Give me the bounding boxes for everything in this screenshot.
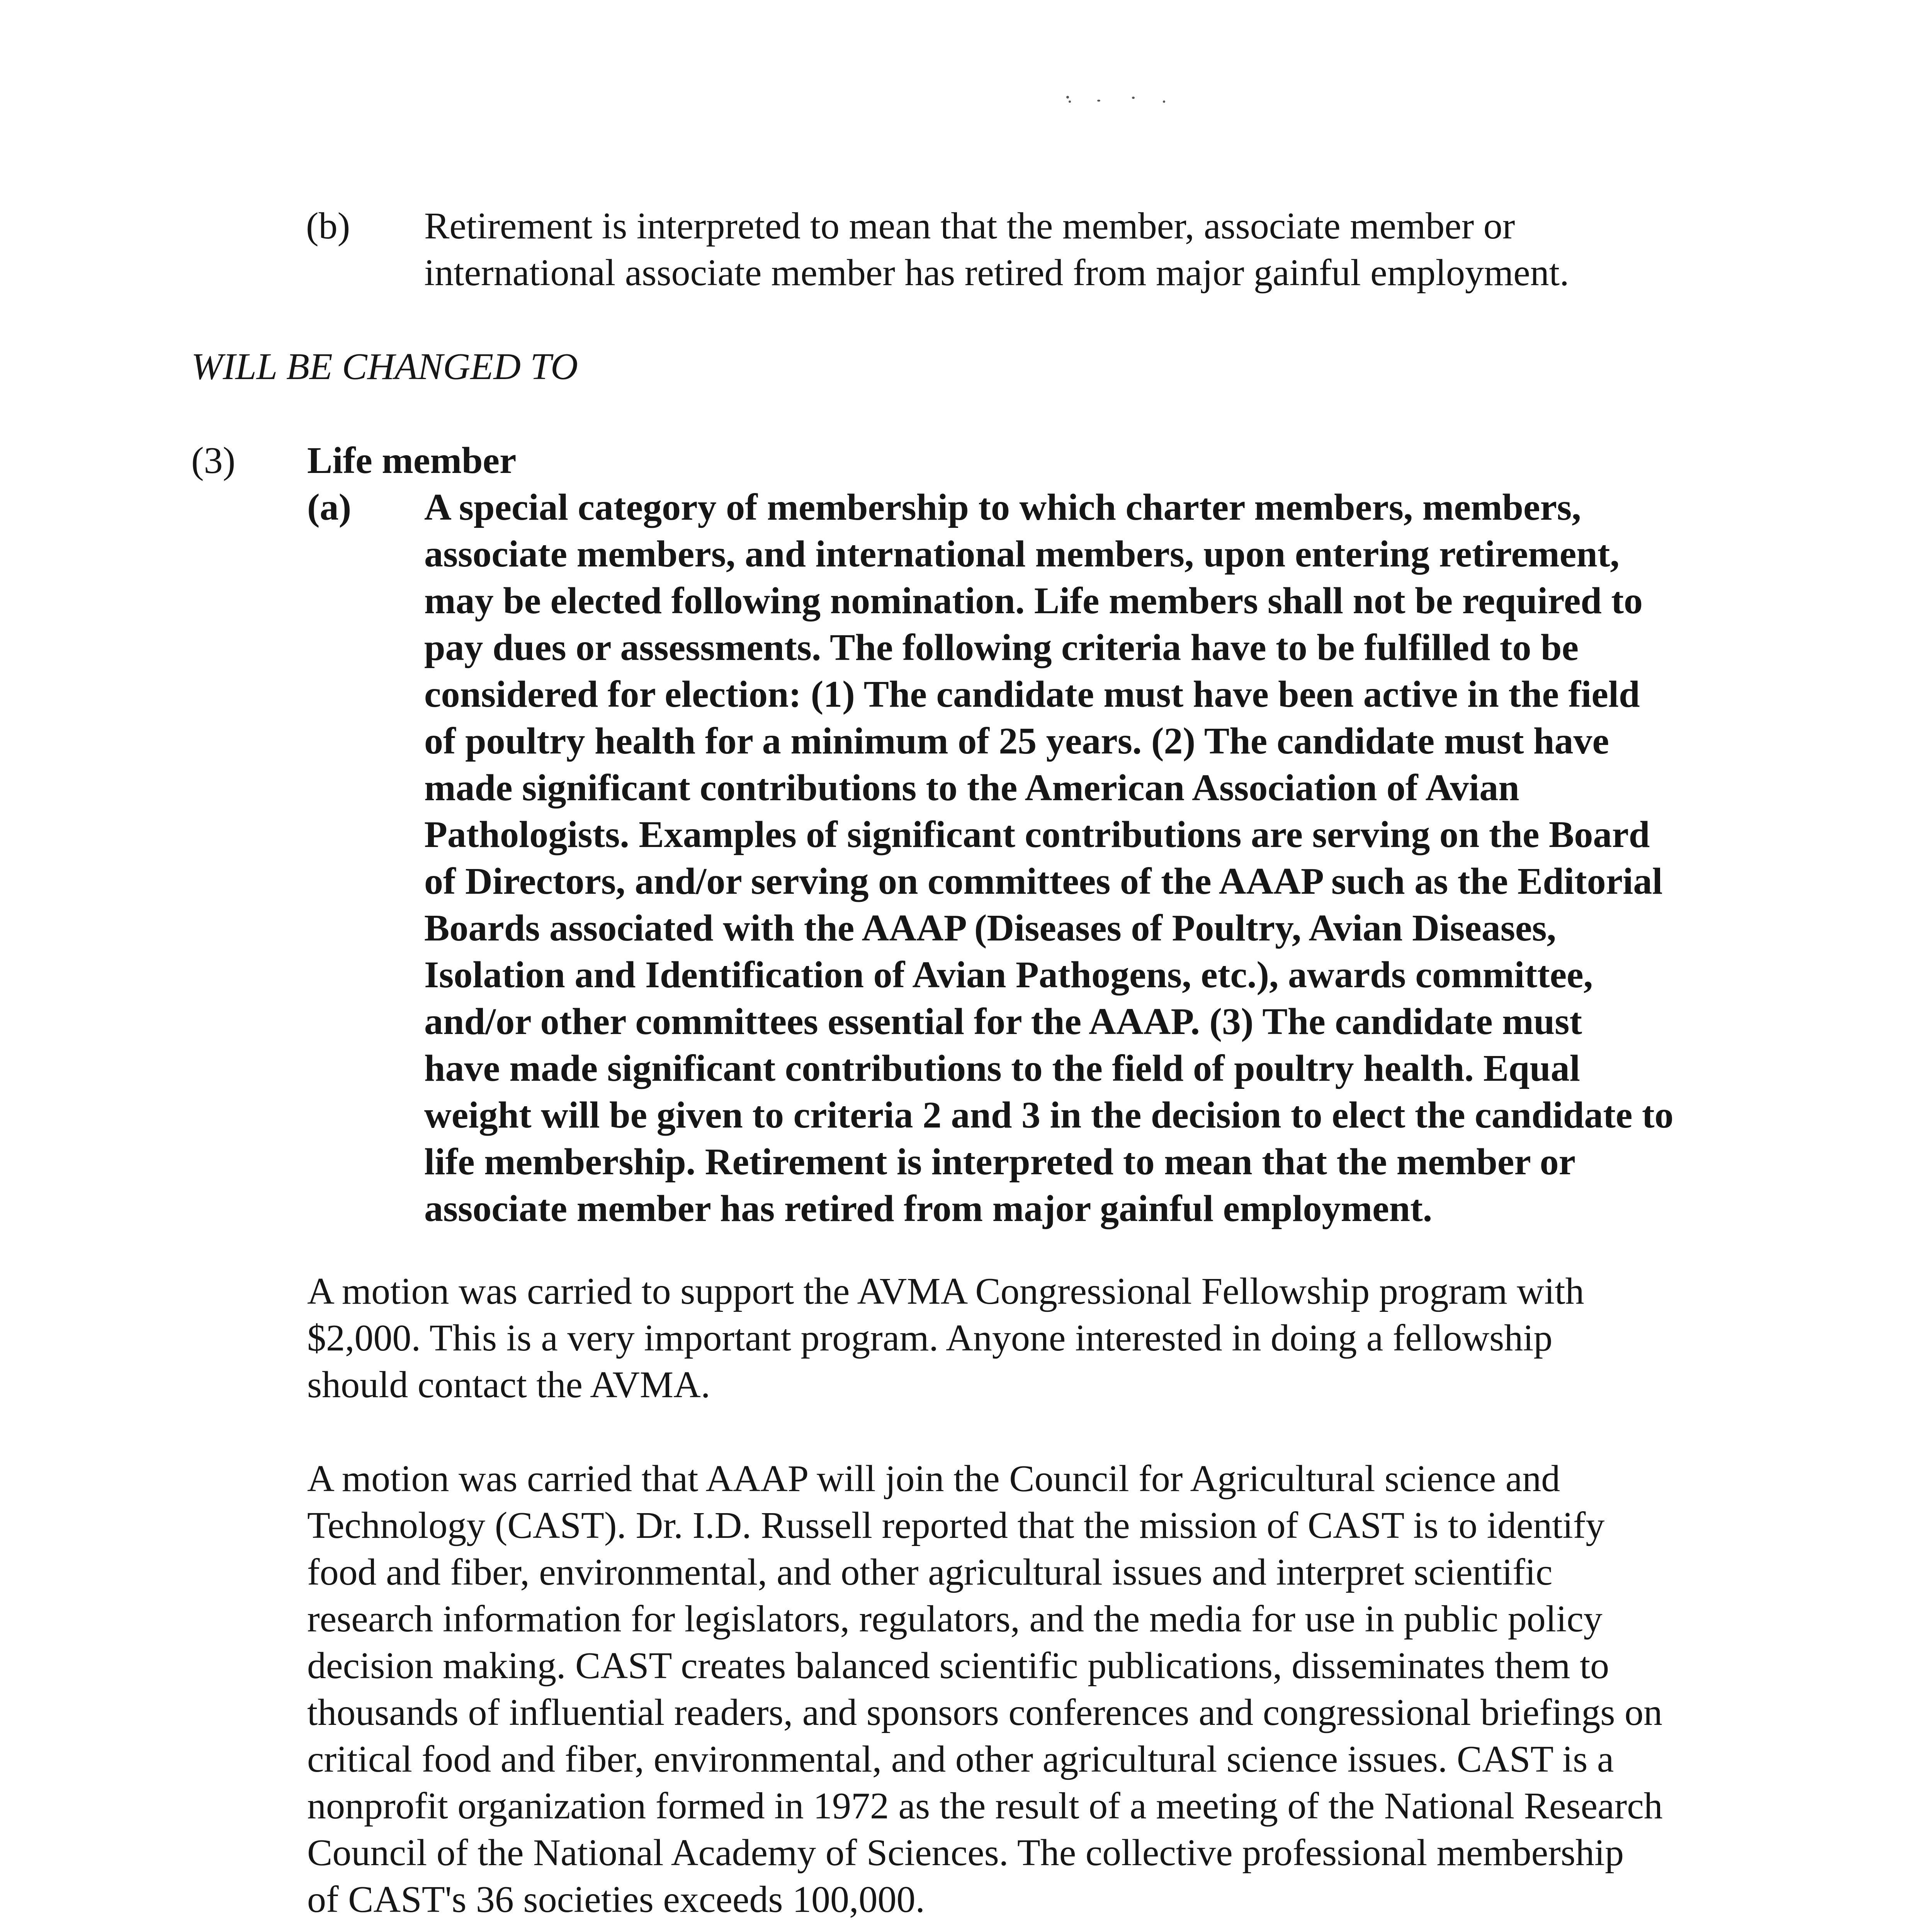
item-a-line: associate member has retired from major gainful employment. — [424, 1188, 1433, 1230]
paragraph-line: critical food and fiber, environmental, and other agricultural science issues. CAST is a — [307, 1738, 1614, 1780]
item-a-line: associate members, and international members, upon entering retirement, — [424, 533, 1620, 575]
section-3-number: (3) — [191, 440, 236, 481]
item-a-line: and/or other committees essential for the AAAP. (3) The candidate must — [424, 1001, 1582, 1043]
item-a-line: Pathologists. Examples of significant contributions are serving on the Board — [424, 814, 1650, 855]
item-b-line: international associate member has retired from major gainful employment. — [424, 252, 1569, 294]
paragraph-line: thousands of influential readers, and sponsors conferences and congressional briefings on — [307, 1692, 1662, 1733]
item-a-line: life membership. Retirement is interpreted to mean that the member or — [424, 1141, 1576, 1183]
change-heading: WILL BE CHANGED TO — [191, 346, 578, 388]
paragraph-avma — [307, 1268, 1584, 1408]
item-a-line: A special category of membership to which charter members, members, — [424, 486, 1581, 528]
item-a-marker: (a) — [307, 486, 352, 528]
item-a-line: may be elected following nomination. Life members shall not be required to — [424, 580, 1643, 622]
paragraph-line: A motion was carried that AAAP will join the Council for Agricultural science and — [307, 1458, 1560, 1500]
item-b-marker: (b) — [306, 205, 350, 247]
paragraph-line: A motion was carried to support the AVMA Congressional Fellowship program with — [307, 1270, 1584, 1312]
item-a-line: Boards associated with the AAAP (Diseases of Poultry, Avian Diseases, — [424, 907, 1556, 949]
paragraph-line: research information for legislators, regulators, and the media for use in public policy — [307, 1598, 1603, 1640]
item-a-line: of Directors, and/or serving on committees of the AAAP such as the Editorial — [424, 861, 1663, 902]
item-b-text — [424, 203, 1569, 296]
item-a-line: weight will be given to criteria 2 and 3 in the decision to elect the candidate to — [424, 1094, 1674, 1136]
paragraph-cast — [307, 1456, 1663, 1923]
item-a-line: of poultry health for a minimum of 25 years. (2) The candidate must have — [424, 720, 1609, 762]
section-3-title: Life member — [307, 440, 517, 481]
item-a-line: have made significant contributions to the field of poultry health. Equal — [424, 1048, 1580, 1089]
item-a-line: Isolation and Identification of Avian Pathogens, etc.), awards committee, — [424, 954, 1593, 996]
paragraph-line: decision making. CAST creates balanced scientific publications, disseminates them to — [307, 1645, 1609, 1687]
paragraph-line: Council of the National Academy of Sciences. The collective professional membership — [307, 1832, 1624, 1874]
paragraph-line: Technology (CAST). Dr. I.D. Russell reported that the mission of CAST is to identify — [307, 1505, 1605, 1546]
scan-specks — [1066, 93, 1167, 104]
item-a-line: made significant contributions to the American Association of Avian — [424, 767, 1519, 809]
item-b-line: Retirement is interpreted to mean that the member, associate member or — [424, 205, 1515, 247]
paragraph-line: of CAST's 36 societies exceeds 100,000. — [307, 1879, 925, 1920]
item-a-line: pay dues or assessments. The following criteria have to be fulfilled to be — [424, 627, 1579, 668]
item-a-text — [424, 484, 1674, 1232]
paragraph-line: nonprofit organization formed in 1972 as the result of a meeting of the National Research — [307, 1785, 1663, 1827]
paragraph-line: $2,000. This is a very important program. Anyone interested in doing a fellowship — [307, 1317, 1553, 1359]
item-a-line: considered for election: (1) The candidate must have been active in the field — [424, 673, 1640, 715]
paragraph-line: food and fiber, environmental, and other agricultural issues and interpret scientific — [307, 1551, 1553, 1593]
paragraph-line: should contact the AVMA. — [307, 1364, 710, 1406]
